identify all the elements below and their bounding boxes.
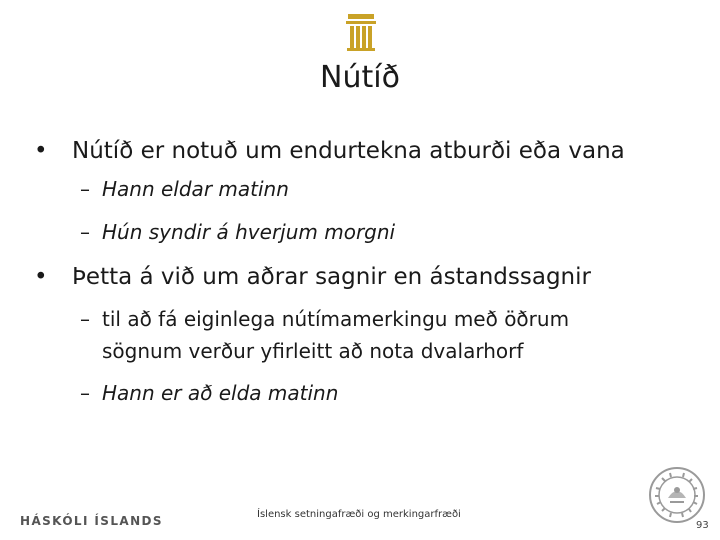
sub-bullet-text: Hún syndir á hverjum morgni (102, 220, 396, 244)
bullet-marker: • (34, 264, 48, 290)
institution-name: HÁSKÓLI ÍSLANDS (20, 514, 163, 528)
sub-bullet-text: Hann eldar matinn (102, 177, 289, 201)
university-seal-icon (648, 466, 706, 524)
sub-bullet-text-line-1: til að fá eiginlega nútímamerkingu með öðrum (102, 307, 570, 331)
bullet-marker: • (34, 138, 48, 164)
sub-bullet-text: Hann er að elda matinn (102, 381, 339, 405)
dash-marker: – (80, 307, 90, 331)
dash-marker: – (80, 381, 90, 405)
university-pillars-logo-icon (344, 12, 378, 52)
slide-title: Nútíð (320, 60, 400, 95)
course-name: Íslensk setningafræði og merkingarfræði (257, 509, 461, 520)
bullet-text: Þetta á við um aðrar sagnir en ástandssagnir (72, 264, 591, 290)
dash-marker: – (80, 220, 90, 244)
bullet-text: Nútíð er notuð um endurtekna atburði eða vana (72, 138, 625, 164)
sub-bullet-text-line-2: sögnum verður yfirleitt að nota dvalarhorf (102, 339, 524, 363)
page-number: 93 (696, 520, 709, 531)
dash-marker: – (80, 177, 90, 201)
